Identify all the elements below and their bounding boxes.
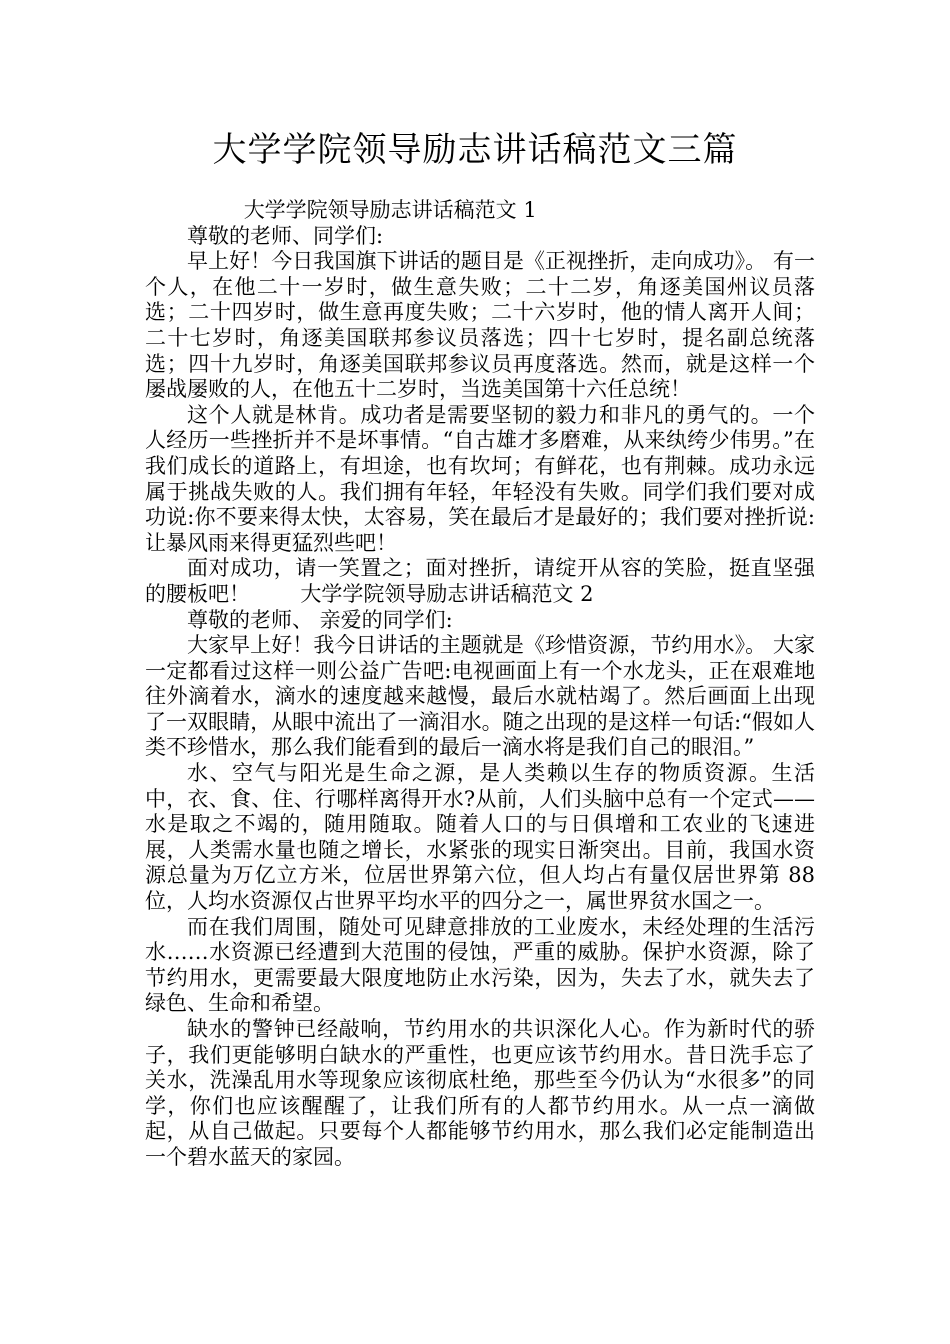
speech2-salutation: 尊敬的老师、 亲爱的同学们: bbox=[187, 607, 453, 632]
speech2-paragraph-2: 水、空气与阳光是生命之源，是人类赖以生存的物质资源。生活中，衣、食、住、行哪样离得开水?从前，人们头脑中总有一个定式——水是取之不竭的，随用随取。随着人口的与日俱增和工农业的飞速进展，人类需水量也随之增长，水紧张的现实日渐突出。目前，我国水资源总量为万亿立方米，位居世界第六位，但人均占有量仅居世界第 88 位，人均水资源仅占世界平均水平的四分之一，属世界贫水国之一。 bbox=[145, 761, 815, 914]
speech2-heading: 大学学院领导励志讲话稿范文 2 bbox=[300, 581, 594, 606]
speech1-salutation: 尊敬的老师、同学们: bbox=[187, 223, 384, 248]
speech1-closing: 面对成功，请一笑置之；面对挫折，请绽开从容的笑脸，挺直坚强的腰板吧！ bbox=[145, 556, 815, 606]
speech2-paragraph-1: 大家早上好！我今日讲话的主题就是《珍惜资源，节约用水》。 大家一定都看过这样一则公益广告吧:电视画面上有一个水龙头，正在艰难地往外滴着水，滴水的速度越来越慢，最后水就枯竭了。然后画面上出现了一双眼睛，从眼中流出了一滴泪水。随之出现的是这样一句话:“假如人类不珍惜水，那么我们能看到的最后一滴水将是我们自己的眼泪。” bbox=[145, 633, 815, 760]
speech1-paragraph-2: 这个人就是林肯。成功者是需要坚韧的毅力和非凡的勇气的。一个人经历一些挫折并不是坏事情。“自古雄才多磨难，从来纨绔少伟男。”在我们成长的道路上，有坦途，也有坎坷；有鲜花，也有荆棘。成功永远属于挑战失败的人。我们拥有年轻，年轻没有失败。同学们我们要对成功说:你不要来得太快，太容易，笑在最后才是最好的；我们要对挫折说:让暴风雨来得更猛烈些吧！ bbox=[145, 402, 815, 555]
speech1-heading: 大学学院领导励志讲话稿范文 1 bbox=[243, 198, 537, 222]
speech1-closing-paragraph bbox=[145, 556, 815, 607]
speech1-paragraph-1: 早上好！今日我国旗下讲话的题目是《正视挫折，走向成功》。 有一个人，在他二十一岁时，做生意失败；二十二岁，角逐美国州议员落选；二十四岁时，做生意再度失败；二十六岁时，他的情人离开人间；二十七岁时，角逐美国联邦参议员落选；四十七岁时，提名副总统落选；四十九岁时，角逐美国联邦参议员再度落选。然而，就是这样一个屡战屡败的人，在他五十二岁时，当选美国第十六任总统！ bbox=[145, 249, 815, 402]
speech2-paragraph-4: 缺水的警钟已经敲响，节约用水的共识深化人心。作为新时代的骄子，我们更能够明白缺水的严重性，也更应该节约用水。昔日洗手忘了关水，洗澡乱用水等现象应该彻底杜绝，那些至今仍认为“水很多”的同学，你们也应该醒醒了，让我们所有的人都节约用水。从一点一滴做起，从自己做起。只要每个人都能够节约用水，那么我们必定能制造出一个碧水蓝天的家园。 bbox=[145, 1017, 815, 1169]
speech2-paragraph-3: 而在我们周围，随处可见肆意排放的工业废水，未经处理的生活污水……水资源已经遭到大范围的侵蚀，严重的威胁。保护水资源，除了节约用水，更需要最大限度地防止水污染，因为，失去了水，就失去了绿色、生命和希望。 bbox=[145, 914, 815, 1016]
document-body bbox=[145, 198, 815, 1171]
document-title: 大学学院领导励志讲话稿范文三篇 bbox=[212, 130, 738, 170]
